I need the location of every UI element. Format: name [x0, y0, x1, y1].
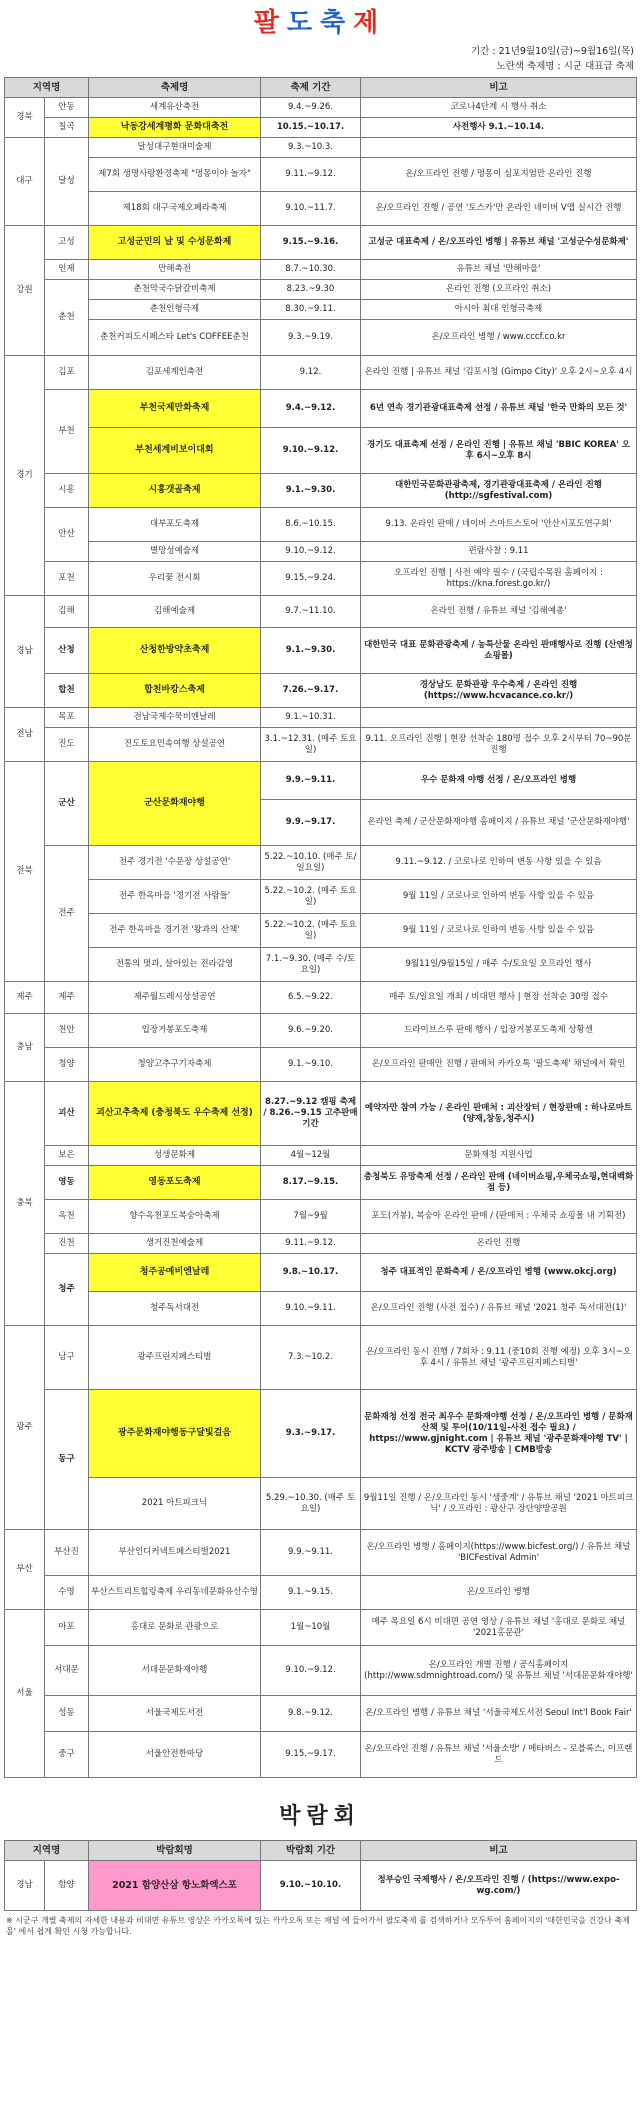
expo-period: 9.10.~10.10.: [261, 1861, 361, 1911]
festival-name: 달성대구현대미술제: [89, 138, 261, 158]
festival-period: 7.26.~9.17.: [261, 674, 361, 708]
festival-name: 전통의 멋과, 살아있는 전라감영: [89, 948, 261, 982]
table-row: [5, 1390, 637, 1478]
table-row: [5, 1530, 637, 1576]
city-cell: 성동: [45, 1696, 89, 1732]
table-row: [5, 356, 637, 390]
table-row: [5, 508, 637, 542]
festival-name: 진도토요민속여행 상설공연: [89, 728, 261, 762]
festival-period: 9.6.~9.20.: [261, 1014, 361, 1048]
festival-period: 9.4.~9.26.: [261, 98, 361, 118]
expo-title: 박람회: [279, 1804, 361, 1829]
table-row: [5, 914, 637, 948]
festival-note: 9월11일/9월15일 / 매주 수/토요일 오프라인 행사: [361, 948, 637, 982]
festival-name: 청주공예비엔날레: [89, 1254, 261, 1292]
festival-note: 대한민국 대표 문화관광축제 / 농특산물 온라인 판매행사로 진행 (산엔청 쇼핑몰): [361, 628, 637, 674]
table-row: [5, 1292, 637, 1326]
festival-note: 대한민국문화관광축제, 경기관광대표축제 / 온라인 진행 (http://sgfestival.com): [361, 474, 637, 508]
table-row: [5, 1646, 637, 1696]
festival-period: 10.15.~10.17.: [261, 118, 361, 138]
festival-name: 군산문화재야행: [89, 762, 261, 846]
header-period: 박람회 기간: [261, 1841, 361, 1861]
festival-table: [4, 77, 637, 1778]
festival-note: 온라인 진행 | 유튜브 채널 '김포시청 (Gimpo City)' 오후 2시~오후 4시: [361, 356, 637, 390]
city-cell: 춘천: [45, 280, 89, 356]
table-row: [5, 320, 637, 356]
table-row: [5, 1146, 637, 1166]
festival-name: 향수옥천포도복숭아축제: [89, 1200, 261, 1234]
festival-period: 8.23.~9.30: [261, 280, 361, 300]
festival-note: 코로나4단계 시 행사 취소: [361, 98, 637, 118]
festival-name: 괴산고추축제 (충청북도 우수축제 선정): [89, 1082, 261, 1146]
festival-period: 9.12.: [261, 356, 361, 390]
festival-name: 춘천커피도시페스타 Let's COFFEE춘천: [89, 320, 261, 356]
festival-name: 세계유산축전: [89, 98, 261, 118]
province-cell: 광주: [5, 1326, 45, 1530]
city-cell: 부산진: [45, 1530, 89, 1576]
festival-period: 9.8.~9.12.: [261, 1696, 361, 1732]
city-cell: 진도: [45, 728, 89, 762]
festival-period: 8.7.~10.30.: [261, 260, 361, 280]
province-cell: 서울: [5, 1610, 45, 1778]
expo-name: 2021 함양산삼 항노화엑스포: [89, 1861, 261, 1911]
table-row: [5, 1861, 637, 1911]
festival-period: 7.1.~9.30. (매주 수/토요일): [261, 948, 361, 982]
festival-name: 춘천막국수닭갈비축제: [89, 280, 261, 300]
table-row: [5, 138, 637, 158]
city-cell: 김해: [45, 596, 89, 628]
festival-name: 우리꽃 전시회: [89, 562, 261, 596]
festival-name: 전주 경기전 '수문장 상설공연': [89, 846, 261, 880]
city-cell: 군산: [45, 762, 89, 846]
table-row: [5, 982, 637, 1014]
festival-note: 청주 대표적인 문화축제 / 온/오프라인 병행 (www.okcj.org): [361, 1254, 637, 1292]
table-row: [5, 1234, 637, 1254]
city-cell: 김포: [45, 356, 89, 390]
city-cell: 안동: [45, 98, 89, 118]
festival-name: 청주독서대전: [89, 1292, 261, 1326]
table-row: [5, 280, 637, 300]
festival-period: 5.22.~10.2. (매주 토요일): [261, 914, 361, 948]
header-name: 축제명: [89, 78, 261, 98]
table-row: [5, 1610, 637, 1646]
city-cell: 진천: [45, 1234, 89, 1254]
table-row: [5, 948, 637, 982]
festival-period: 9.10.~9.12.: [261, 428, 361, 474]
table-row: [5, 1166, 637, 1200]
festival-note: 온/오프라인 진행 / 멍몽이 심포지엄만 온라인 진행: [361, 158, 637, 192]
festival-period: 9.10.~9.12.: [261, 1646, 361, 1696]
festival-period: 9.11.~9.12.: [261, 1234, 361, 1254]
festival-note: 9.13. 온라인 판매 / 네이버 스마트스토어 '안산시포도연구회': [361, 508, 637, 542]
table-row: [5, 1696, 637, 1732]
table-row: [5, 728, 637, 762]
festival-note: 온/오프라인 진행 (사전 접수) / 유튜브 채널 '2021 청주 독서대전(1)': [361, 1292, 637, 1326]
festival-period: 5.29.~10.30. (매주 토요일): [261, 1478, 361, 1530]
table-row: [5, 300, 637, 320]
festival-period: 9.10.~11.7.: [261, 192, 361, 226]
festival-period: 5.22.~10.2. (매주 토요일): [261, 880, 361, 914]
table-row: [5, 118, 637, 138]
header-note: 비고: [361, 1841, 637, 1861]
header-name: 박람회명: [89, 1841, 261, 1861]
festival-name: 전주 한옥마을 경기전 '왕과의 산책': [89, 914, 261, 948]
header-note: 비고: [361, 78, 637, 98]
festival-name: 별망성예술제: [89, 542, 261, 562]
festival-note: 온라인 진행 / 유튜브 채널 '김해예총': [361, 596, 637, 628]
festival-name: 김포세계인축전: [89, 356, 261, 390]
table-row: [5, 762, 637, 800]
table-row: [5, 1326, 637, 1390]
table-row: [5, 428, 637, 474]
festival-name: 시흥갯골축제: [89, 474, 261, 508]
city-cell: 전주: [45, 846, 89, 982]
table-row: [5, 880, 637, 914]
festival-note: 충청북도 유망축제 선정 / 온라인 판매 (네이버쇼핑,우체국쇼핑,현대백화점 등): [361, 1166, 637, 1200]
festival-note: 고성군 대표축제 / 온/오프라인 병행 | 유튜브 채널 '고성군수성문화제': [361, 226, 637, 260]
header-region: 지역명: [5, 78, 89, 98]
festival-note: 온라인 진행: [361, 1234, 637, 1254]
city-cell: 수영: [45, 1576, 89, 1610]
festival-name: 성생문화제: [89, 1146, 261, 1166]
province-cell: 전북: [5, 762, 45, 982]
festival-name: 부산인디커넥트페스티벌2021: [89, 1530, 261, 1576]
expo-table: [4, 1840, 637, 1911]
festival-name: 산청한방약초축제: [89, 628, 261, 674]
table-row: [5, 628, 637, 674]
city-cell: 천안: [45, 1014, 89, 1048]
festival-note: 우수 문화재 야행 선정 / 온/오프라인 병행: [361, 762, 637, 800]
festival-period: 9.1.~10.31.: [261, 708, 361, 728]
table-row: [5, 674, 637, 708]
festival-name: 대부포도축제: [89, 508, 261, 542]
festival-period: 9.1.~9.30.: [261, 628, 361, 674]
title-char-1: 팔: [253, 8, 287, 38]
city-cell: 부천: [45, 390, 89, 474]
festival-period: 9.15.~9.16.: [261, 226, 361, 260]
city-cell: 청주: [45, 1254, 89, 1326]
festival-name: 춘천인형극제: [89, 300, 261, 320]
festival-period: 9.1.~9.10.: [261, 1048, 361, 1082]
festival-period: 7.3.~10.2.: [261, 1326, 361, 1390]
festival-note: 문화재청 지원사업: [361, 1146, 637, 1166]
festival-note: 아시아 최대 인형극축제: [361, 300, 637, 320]
table-row: [5, 158, 637, 192]
title-char-2: 도: [286, 8, 320, 38]
header-region: 지역명: [5, 1841, 89, 1861]
table-row: [5, 226, 637, 260]
festival-note: 9.11.~9.12. / 코로나로 인하여 변동 사항 있을 수 있음: [361, 846, 637, 880]
table-row: [5, 708, 637, 728]
city-cell: 산청: [45, 628, 89, 674]
table-row: [5, 1048, 637, 1082]
festival-note: 9월 11일 / 코로나로 인하여 변동 사항 있을 수 있음: [361, 880, 637, 914]
festival-note: 온/오프라인 병행 / 유튜브 채널 '서울국제도서전 Seoul Int'l Book Fair': [361, 1696, 637, 1732]
festival-name: 생거진천예술제: [89, 1234, 261, 1254]
festival-name: 홍대로 문화로 관광으로: [89, 1610, 261, 1646]
city-cell: 보은: [45, 1146, 89, 1166]
festival-note: 매주 목요일 6시 비대면 공연 영상 / 유튜브 채널 '홍대로 문화로 채널 '2021홍문관': [361, 1610, 637, 1646]
table-row: [5, 474, 637, 508]
festival-note: 경상남도 문화관광 우수축제 / 온라인 진행 (https://www.hcvacance.co.kr/): [361, 674, 637, 708]
festival-name: 김해예술제: [89, 596, 261, 628]
title-char-3: 축: [320, 8, 354, 38]
city-cell: 영동: [45, 1166, 89, 1200]
festival-period: 7월~9월: [261, 1200, 361, 1234]
festival-period: 9.10.~9.12.: [261, 542, 361, 562]
table-row: [5, 596, 637, 628]
city-cell: 청양: [45, 1048, 89, 1082]
festival-name: 합천바캉스축제: [89, 674, 261, 708]
festival-note: 9월11일 진행 / 온/오프라인 동시 '생중계' / 유튜브 채널 '2021 아트피크닉' / 오프라인 : 광산구 장단양방공원: [361, 1478, 637, 1530]
table-row: [5, 1200, 637, 1234]
legend-note: 노란색 축제명 : 시군 대표급 축제: [496, 61, 634, 72]
festival-period: 8.27.~9.12 캠핑 축제 / 8.26.~9.15 고추판매기간: [261, 1082, 361, 1146]
table-row: [5, 1082, 637, 1146]
festival-name: 제주월드레시상설공연: [89, 982, 261, 1014]
period-text: 기간 : 21년9월10일(금)~9월16일(목): [471, 46, 634, 57]
table-row: [5, 1732, 637, 1778]
province-cell: 충북: [5, 1082, 45, 1326]
table-row: [5, 1478, 637, 1530]
festival-note: 오프라인 진행 | 사전 예약 필수 / (국립수목원 홈페이지 : https://kna.forest.go.kr/): [361, 562, 637, 596]
festival-period: 9.15.~9.17.: [261, 1732, 361, 1778]
city-cell: 안산: [45, 508, 89, 562]
festival-note: 온/오프라인 진행 / 공연 '토스카'만 온라인 네이버 V앱 실시간 진행: [361, 192, 637, 226]
festival-name: 2021 아트피크닉: [89, 1478, 261, 1530]
province-cell: 전남: [5, 708, 45, 762]
table-row: [5, 1014, 637, 1048]
expo-note: 정부승인 국제행사 / 온/오프라인 진행 / (https://www.expo-wg.com/): [361, 1861, 637, 1911]
city-cell: 함양: [45, 1861, 89, 1911]
festival-name: 만해축전: [89, 260, 261, 280]
festival-note: 온/오프라인 병행 / www.cccf.co.kr: [361, 320, 637, 356]
festival-period: 9.9.~9.11.: [261, 762, 361, 800]
festival-name: 청양고추구기자축제: [89, 1048, 261, 1082]
province-cell: 경기: [5, 356, 45, 596]
city-cell: 합천: [45, 674, 89, 708]
festival-period: 9.1.~9.30.: [261, 474, 361, 508]
festival-note: 9.11. 오프라인 진행 | 현장 선착순 180명 접수 오후 2시부터 70~90분 진행: [361, 728, 637, 762]
city-cell: 마포: [45, 1610, 89, 1646]
festival-period: 9.8.~10.17.: [261, 1254, 361, 1292]
city-cell: 중구: [45, 1732, 89, 1778]
header-period: 축제 기간: [261, 78, 361, 98]
festival-note: [361, 708, 637, 728]
festival-note: 6년 연속 경기관광대표축제 선정 / 유튜브 채널 '한국 만화의 모든 것': [361, 390, 637, 428]
festival-period: 9.3.~9.17.: [261, 1390, 361, 1478]
province-cell: 제주: [5, 982, 45, 1014]
festival-name: 전남국제수묵비엔날레: [89, 708, 261, 728]
city-cell: 고성: [45, 226, 89, 260]
festival-note: 온/오프라인 개별 진행 / 공식홈페이지(http://www.sdmnightroad.com/) 및 유튜브 채널 '서대문문화재야행': [361, 1646, 637, 1696]
expo-table-header: [5, 1841, 637, 1861]
festival-note: 온/오프라인 동시 진행 / 7회차 : 9.11 (중10회 진행 예정) 오후 3시~오후 4시 / 유튜브 채널 '광주프린지페스티벌': [361, 1326, 637, 1390]
festival-period: 1월~10월: [261, 1610, 361, 1646]
festival-name: 광주문화재야행동구달빛걸음: [89, 1390, 261, 1478]
title-char-4: 제: [353, 8, 387, 38]
province-cell: 강원: [5, 226, 45, 356]
city-cell: 남구: [45, 1326, 89, 1390]
festival-name: 제18회 대구국제오페라축제: [89, 192, 261, 226]
festival-note: 온/오프라인 진행 / 유튜브 채널 '서울소방' / 메타버스 - 로블록스, 이프랜드: [361, 1732, 637, 1778]
festival-period: 9.7.~11.10.: [261, 596, 361, 628]
festival-name: 서울국제도서전: [89, 1696, 261, 1732]
province-cell: 충남: [5, 1014, 45, 1082]
festival-note: 예약자만 참여 가능 / 온라인 판매처 : 괴산장터 / 현장판매 : 하나로마트(양재,창동,청주시): [361, 1082, 637, 1146]
city-cell: 인제: [45, 260, 89, 280]
footnote: ※ 시군구 개별 축제의 자세한 내용과 비대면 유튜브 영상은 카카오톡에 있는 카카오톡 또는 채널 에 들어가서 팔도축제 를 검색하거나 모두투어 홈페이지의 '대한민국을 건강나 축제몰' 에서 쉽게 확인 시청 가능합니다.: [6, 1916, 630, 1936]
festival-period: 8.30.~9.11.: [261, 300, 361, 320]
festival-name: 부산스트리트힐링축제 우리동네문화유산수영: [89, 1576, 261, 1610]
city-cell: 괴산: [45, 1082, 89, 1146]
festival-note: 사전행사 9.1.~10.14.: [361, 118, 637, 138]
table-row: [5, 260, 637, 280]
table-row: [5, 542, 637, 562]
province-cell: 경남: [5, 596, 45, 708]
festival-name: 입장거봉포도축제: [89, 1014, 261, 1048]
festival-note: 온/오프라인 병행 / 홈페이지(https://www.bicfest.org/) / 유튜브 채널 'BICFestival Admin': [361, 1530, 637, 1576]
festival-name: 제7회 생명사랑환경축제 "멍몽이야 놀자": [89, 158, 261, 192]
table-row: [5, 390, 637, 428]
province-cell: 부산: [5, 1530, 45, 1610]
festival-note: 드라이브스루 판매 행사 / 입장거봉포도축제 상황센: [361, 1014, 637, 1048]
table-row: [5, 846, 637, 880]
province-cell: 경북: [5, 98, 45, 138]
table-row: [5, 1254, 637, 1292]
festival-name: 광주프린지페스티벌: [89, 1326, 261, 1390]
festival-period: 5.22.~10.10. (매주 토/일요일): [261, 846, 361, 880]
festival-note: 매주 토/일요일 개최 / 비대면 행사 | 현장 선착순 30명 접수: [361, 982, 637, 1014]
festival-period: 9.10.~9.11.: [261, 1292, 361, 1326]
festival-period: 9.4.~9.12.: [261, 390, 361, 428]
festival-note: 온/오프라인 판매만 진행 / 판매처 카카오톡 '팔도축제' 채널에서 확인: [361, 1048, 637, 1082]
festival-period: 9.15.~9.24.: [261, 562, 361, 596]
city-cell: 옥천: [45, 1200, 89, 1234]
province-cell: 경남: [5, 1861, 45, 1911]
city-cell: 동구: [45, 1390, 89, 1530]
festival-period: 3.1.~12.31. (매주 토요일): [261, 728, 361, 762]
festival-name: 서대문문화재야행: [89, 1646, 261, 1696]
festival-name: 전주 한옥마을 '경기전 사람들': [89, 880, 261, 914]
festival-note: 9월 11일 / 코로나로 인하여 변동 사항 있을 수 있음: [361, 914, 637, 948]
festival-period: 9.9.~9.17.: [261, 800, 361, 846]
table-row: [5, 192, 637, 226]
festival-note: 문화재청 선정 전국 최우수 문화재야행 선정 / 온/오프라인 병행 / 문화재 산책 및 투어(10/11일-사전 접수 필요) / https://www.gjnight.com | 유튜브 채널 '광주문화재야행 TV' | KCTV 광주방송 | CMB방송: [361, 1390, 637, 1478]
city-cell: 칠곡: [45, 118, 89, 138]
table-header: [5, 78, 637, 98]
table-row: [5, 1576, 637, 1610]
city-cell: 제주: [45, 982, 89, 1014]
festival-note: 유튜브 채널 '만해마을': [361, 260, 637, 280]
festival-period: 9.1.~9.15.: [261, 1576, 361, 1610]
festival-period: 8.17.~9.15.: [261, 1166, 361, 1200]
province-cell: 대구: [5, 138, 45, 226]
city-cell: 포천: [45, 562, 89, 596]
festival-name: 영동포도축제: [89, 1166, 261, 1200]
city-cell: 목포: [45, 708, 89, 728]
table-row: [5, 562, 637, 596]
festival-name: 낙동강세계평화 문화대축전: [89, 118, 261, 138]
festival-name: 부천세계비보이대회: [89, 428, 261, 474]
festival-note: [361, 138, 637, 158]
table-row: [5, 98, 637, 118]
festival-name: 부천국제만화축제: [89, 390, 261, 428]
city-cell: 서대문: [45, 1646, 89, 1696]
festival-note: 경기도 대표축제 선정 / 온라인 진행 | 유튜브 채널 'BBIC KOREA' 오후 6시~오후 8시: [361, 428, 637, 474]
festival-name: 서울안전한마당: [89, 1732, 261, 1778]
festival-note: 온라인 축제 / 군산문화재야행 홈페이지 / 유튜브 채널 '군산문화재야행': [361, 800, 637, 846]
festival-period: 6.5.~9.22.: [261, 982, 361, 1014]
festival-name: 고성군민의 날 및 수성문화제: [89, 226, 261, 260]
festival-period: 9.3.~9.19.: [261, 320, 361, 356]
festival-note: 포도(거봉), 복숭아 온라인 판매 / (판매처 : 우체국 쇼핑몰 내 기획전): [361, 1200, 637, 1234]
festival-note: 온라인 진행 (오프라인 취소): [361, 280, 637, 300]
festival-note: 편람사찰 : 9.11: [361, 542, 637, 562]
festival-period: 9.3.~10.3.: [261, 138, 361, 158]
festival-period: 9.11.~9.12.: [261, 158, 361, 192]
page-title: [0, 2, 640, 44]
festival-period: 4월~12월: [261, 1146, 361, 1166]
festival-note: 온/오프라인 병행: [361, 1576, 637, 1610]
festival-period: 9.9.~9.11.: [261, 1530, 361, 1576]
festival-period: 8.6.~10.15.: [261, 508, 361, 542]
city-cell: 달성: [45, 138, 89, 226]
city-cell: 시흥: [45, 474, 89, 508]
